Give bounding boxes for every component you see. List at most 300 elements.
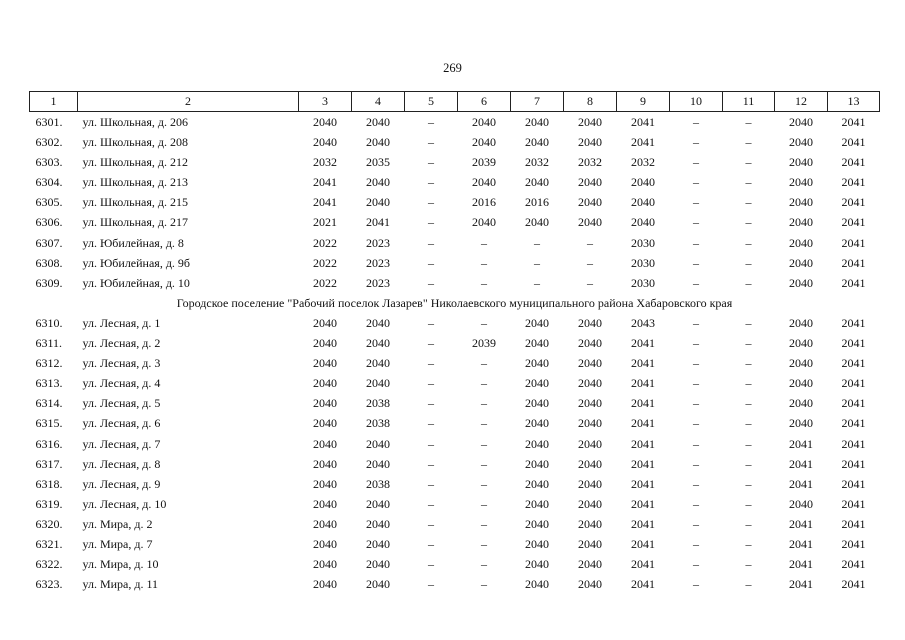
value-cell-col-11: – (745, 195, 752, 210)
table-row (30, 554, 880, 574)
table-row (30, 413, 880, 433)
value-cell-col-7: – (534, 235, 540, 250)
table-row (30, 514, 880, 534)
value-cell-col-10: – (693, 275, 699, 290)
value-cell-col-13: 2041 (841, 516, 866, 531)
value-cell-col-7: 2032 (525, 155, 549, 170)
value-cell-col-6: 2016 (472, 195, 496, 210)
value-cell-col-13: 2041 (841, 436, 866, 451)
value-cell-col-7: 2040 (525, 416, 549, 431)
value-cell-col-13: 2041 (841, 557, 866, 572)
value-cell-col-5: – (428, 496, 434, 511)
table-row (30, 192, 880, 212)
value-cell-col-5: – (428, 396, 434, 411)
value-cell-col-10: – (693, 336, 699, 351)
value-cell-col-9: 2041 (631, 557, 655, 572)
column-header-6: 6 (458, 92, 511, 112)
value-cell-col-5: – (428, 235, 434, 250)
row-number: 6307. (35, 235, 63, 250)
row-number: 6301. (35, 115, 63, 129)
value-cell-col-5: – (428, 115, 434, 129)
value-cell-col-3: 2040 (313, 356, 337, 371)
address-cell: ул. Лесная, д. 10 (82, 496, 167, 511)
value-cell-col-10: – (693, 255, 699, 270)
value-cell-col-9: 2041 (631, 135, 655, 150)
value-cell-col-13: 2041 (841, 155, 866, 170)
row-number: 6312. (35, 356, 63, 371)
table-row (30, 454, 880, 474)
value-cell-col-3: 2040 (313, 315, 337, 330)
value-cell-col-11: – (745, 557, 752, 572)
value-cell-col-3: 2040 (313, 436, 337, 451)
address-cell: ул. Школьная, д. 212 (82, 155, 188, 170)
value-cell-col-4: 2040 (366, 315, 390, 330)
table-row (30, 172, 880, 192)
value-cell-col-10: – (693, 315, 699, 330)
value-cell-col-11: – (745, 376, 752, 391)
value-cell-col-5: – (428, 215, 434, 230)
row-number: 6321. (35, 536, 63, 551)
row-number: 6311. (35, 336, 63, 351)
value-cell-col-3: 2040 (313, 577, 337, 592)
page-number: 269 (443, 61, 462, 75)
value-cell-col-4: 2023 (366, 275, 390, 290)
table-row (30, 253, 880, 273)
value-cell-col-5: – (428, 376, 434, 391)
value-cell-col-4: 2040 (366, 536, 390, 551)
value-cell-col-13: 2041 (841, 577, 866, 592)
value-cell-col-8: 2032 (578, 155, 602, 170)
address-cell: ул. Лесная, д. 3 (82, 356, 161, 371)
value-cell-col-10: – (693, 175, 699, 190)
column-header-7: 7 (511, 92, 564, 112)
value-cell-col-11: – (745, 175, 752, 190)
value-cell-col-4: 2040 (366, 175, 390, 190)
value-cell-col-12: 2040 (789, 175, 813, 190)
value-cell-col-7: 2040 (525, 456, 549, 471)
value-cell-col-7: 2040 (525, 215, 549, 230)
table-row (30, 333, 880, 353)
value-cell-col-9: 2043 (631, 315, 655, 330)
value-cell-col-12: 2040 (789, 496, 813, 511)
value-cell-col-7: 2040 (525, 336, 549, 351)
value-cell-col-4: 2040 (366, 496, 390, 511)
value-cell-col-4: 2040 (366, 436, 390, 451)
address-cell: ул. Лесная, д. 4 (82, 376, 161, 391)
value-cell-col-8: 2040 (578, 195, 602, 210)
value-cell-col-8: 2040 (578, 456, 602, 471)
value-cell-col-6: – (481, 235, 487, 250)
address-cell: ул. Юбилейная, д. 9б (82, 255, 191, 270)
value-cell-col-3: 2040 (313, 496, 337, 511)
table-row (30, 574, 880, 594)
address-cell: ул. Лесная, д. 8 (82, 456, 161, 471)
table-row (30, 494, 880, 514)
value-cell-col-9: 2041 (631, 115, 655, 129)
value-cell-col-4: 2038 (366, 416, 390, 431)
value-cell-col-7: 2040 (525, 577, 549, 592)
value-cell-col-10: – (693, 436, 699, 451)
value-cell-col-13: 2041 (841, 255, 866, 270)
value-cell-col-12: 2041 (789, 577, 813, 592)
value-cell-col-9: 2041 (631, 476, 655, 491)
value-cell-col-5: – (428, 577, 434, 592)
row-number: 6313. (35, 376, 63, 391)
value-cell-col-9: 2041 (631, 436, 655, 451)
address-cell: ул. Лесная, д. 6 (82, 416, 161, 431)
column-header-5: 5 (405, 92, 458, 112)
row-number: 6319. (35, 496, 63, 511)
value-cell-col-13: 2041 (841, 315, 866, 330)
value-cell-col-11: – (745, 135, 752, 150)
value-cell-col-12: 2040 (789, 235, 813, 250)
value-cell-col-9: 2041 (631, 416, 655, 431)
value-cell-col-9: 2041 (631, 356, 655, 371)
table-row (30, 273, 880, 293)
value-cell-col-5: – (428, 456, 434, 471)
column-header-9: 9 (617, 92, 670, 112)
column-header-2: 2 (78, 92, 299, 112)
table-row (30, 313, 880, 333)
value-cell-col-4: 2035 (366, 155, 390, 170)
value-cell-col-13: 2041 (841, 356, 866, 371)
value-cell-col-7: 2040 (525, 356, 549, 371)
address-cell: ул. Школьная, д. 215 (82, 195, 188, 210)
value-cell-col-10: – (693, 516, 699, 531)
value-cell-col-8: 2040 (578, 115, 602, 129)
value-cell-col-3: 2032 (313, 155, 337, 170)
value-cell-col-13: 2041 (841, 496, 866, 511)
value-cell-col-9: 2041 (631, 456, 655, 471)
value-cell-col-5: – (428, 476, 434, 491)
value-cell-col-3: 2040 (313, 336, 337, 351)
value-cell-col-6: – (481, 356, 487, 371)
value-cell-col-6: 2040 (472, 115, 496, 129)
row-number: 6306. (35, 215, 63, 230)
value-cell-col-6: – (481, 456, 487, 471)
row-number: 6303. (35, 155, 63, 170)
value-cell-col-8: 2040 (578, 315, 602, 330)
value-cell-col-6: 2039 (472, 155, 496, 170)
value-cell-col-3: 2040 (313, 115, 337, 129)
value-cell-col-12: 2040 (789, 255, 813, 270)
value-cell-col-11: – (745, 476, 752, 491)
value-cell-col-12: 2040 (789, 135, 813, 150)
address-cell: ул. Школьная, д. 217 (82, 215, 188, 230)
value-cell-col-9: 2032 (631, 155, 655, 170)
value-cell-col-3: 2041 (313, 195, 337, 210)
value-cell-col-7: 2040 (525, 476, 549, 491)
value-cell-col-11: – (745, 436, 752, 451)
value-cell-col-13: 2041 (841, 195, 866, 210)
value-cell-col-12: 2040 (789, 396, 813, 411)
value-cell-col-10: – (693, 416, 699, 431)
value-cell-col-6: 2039 (472, 336, 496, 351)
value-cell-col-10: – (693, 215, 699, 230)
column-header-12: 12 (775, 92, 828, 112)
value-cell-col-8: 2040 (578, 496, 602, 511)
value-cell-col-5: – (428, 557, 434, 572)
value-cell-col-5: – (428, 255, 434, 270)
value-cell-col-3: 2040 (313, 416, 337, 431)
value-cell-col-12: 2040 (789, 195, 813, 210)
value-cell-col-11: – (745, 536, 752, 551)
table-row (30, 233, 880, 253)
value-cell-col-5: – (428, 155, 434, 170)
address-cell: ул. Лесная, д. 7 (82, 436, 161, 451)
value-cell-col-6: – (481, 476, 487, 491)
address-cell: ул. Школьная, д. 206 (82, 115, 188, 129)
value-cell-col-12: 2041 (789, 516, 813, 531)
value-cell-col-11: – (745, 577, 752, 592)
address-cell: ул. Юбилейная, д. 10 (82, 275, 190, 290)
value-cell-col-8: 2040 (578, 536, 602, 551)
address-cell: ул. Лесная, д. 1 (82, 315, 161, 330)
value-cell-col-10: – (693, 577, 699, 592)
value-cell-col-5: – (428, 275, 434, 290)
value-cell-col-6: – (481, 496, 487, 511)
address-cell: ул. Лесная, д. 5 (82, 396, 161, 411)
address-cell: ул. Школьная, д. 208 (82, 135, 188, 150)
value-cell-col-6: – (481, 255, 487, 270)
value-cell-col-13: 2041 (841, 235, 866, 250)
value-cell-col-6: – (481, 416, 487, 431)
column-header-1: 1 (30, 92, 78, 112)
value-cell-col-12: 2041 (789, 476, 813, 491)
value-cell-col-3: 2040 (313, 536, 337, 551)
value-cell-col-11: – (745, 255, 752, 270)
value-cell-col-10: – (693, 115, 699, 129)
value-cell-col-11: – (745, 356, 752, 371)
row-number: 6322. (35, 557, 63, 572)
value-cell-col-9: 2041 (631, 496, 655, 511)
value-cell-col-7: 2040 (525, 496, 549, 511)
value-cell-col-10: – (693, 496, 699, 511)
address-cell: ул. Лесная, д. 2 (82, 336, 161, 351)
value-cell-col-13: 2041 (841, 456, 866, 471)
value-cell-col-6: 2040 (472, 175, 496, 190)
column-header-13: 13 (828, 92, 880, 112)
value-cell-col-6: – (481, 557, 487, 572)
value-cell-col-8: 2040 (578, 356, 602, 371)
value-cell-col-10: – (693, 376, 699, 391)
value-cell-col-13: 2041 (841, 175, 866, 190)
value-cell-col-10: – (693, 135, 699, 150)
value-cell-col-6: 2040 (472, 135, 496, 150)
value-cell-col-5: – (428, 135, 434, 150)
row-number: 6320. (35, 516, 63, 531)
value-cell-col-8: 2040 (578, 336, 602, 351)
column-header-10: 10 (670, 92, 723, 112)
column-header-4: 4 (352, 92, 405, 112)
value-cell-col-3: 2040 (313, 135, 337, 150)
value-cell-col-3: 2040 (313, 557, 337, 572)
value-cell-col-4: 2040 (366, 195, 390, 210)
address-cell: ул. Лесная, д. 9 (82, 476, 161, 491)
row-number: 6314. (35, 396, 63, 411)
value-cell-col-3: 2040 (313, 456, 337, 471)
column-header-11: 11 (723, 92, 775, 112)
value-cell-col-8: 2040 (578, 516, 602, 531)
value-cell-col-11: – (745, 396, 752, 411)
value-cell-col-13: 2041 (841, 396, 866, 411)
row-number: 6315. (35, 416, 63, 431)
table-row (30, 534, 880, 554)
value-cell-col-7: – (534, 275, 540, 290)
row-number: 6304. (35, 175, 63, 190)
address-cell: ул. Школьная, д. 213 (82, 175, 188, 190)
table-row (30, 212, 880, 232)
value-cell-col-11: – (745, 155, 752, 170)
value-cell-col-6: – (481, 536, 487, 551)
value-cell-col-13: 2041 (841, 476, 866, 491)
value-cell-col-7: 2040 (525, 135, 549, 150)
value-cell-col-7: – (534, 255, 540, 270)
value-cell-col-8: 2040 (578, 436, 602, 451)
value-cell-col-6: – (481, 376, 487, 391)
value-cell-col-5: – (428, 175, 434, 190)
data-table (29, 91, 880, 594)
table-row (30, 474, 880, 494)
value-cell-col-9: 2041 (631, 376, 655, 391)
value-cell-col-3: 2041 (313, 175, 337, 190)
address-cell: ул. Мира, д. 7 (82, 536, 153, 551)
value-cell-col-4: 2040 (366, 456, 390, 471)
table-row (30, 393, 880, 413)
value-cell-col-9: 2030 (631, 255, 655, 270)
value-cell-col-11: – (745, 235, 752, 250)
value-cell-col-13: 2041 (841, 536, 866, 551)
value-cell-col-12: 2040 (789, 275, 813, 290)
value-cell-col-8: 2040 (578, 416, 602, 431)
value-cell-col-12: 2041 (789, 536, 813, 551)
value-cell-col-12: 2040 (789, 315, 813, 330)
value-cell-col-5: – (428, 356, 434, 371)
value-cell-col-5: – (428, 536, 434, 551)
column-header-row (30, 92, 880, 112)
row-number: 6310. (35, 315, 63, 330)
value-cell-col-12: 2040 (789, 356, 813, 371)
value-cell-col-13: 2041 (841, 416, 866, 431)
value-cell-col-3: 2040 (313, 376, 337, 391)
table-row (30, 112, 880, 133)
value-cell-col-8: 2040 (578, 557, 602, 572)
value-cell-col-3: 2022 (313, 255, 337, 270)
value-cell-col-5: – (428, 516, 434, 531)
address-cell: ул. Мира, д. 11 (82, 577, 159, 592)
value-cell-col-6: – (481, 396, 487, 411)
value-cell-col-9: 2041 (631, 577, 655, 592)
row-number: 6316. (35, 436, 63, 451)
value-cell-col-12: 2040 (789, 155, 813, 170)
column-header-8: 8 (564, 92, 617, 112)
value-cell-col-7: 2040 (525, 396, 549, 411)
value-cell-col-6: – (481, 577, 487, 592)
value-cell-col-8: – (587, 255, 593, 270)
value-cell-col-9: 2040 (631, 195, 655, 210)
value-cell-col-11: – (745, 215, 752, 230)
value-cell-col-4: 2040 (366, 376, 390, 391)
table-body (30, 112, 880, 595)
value-cell-col-7: 2040 (525, 115, 549, 129)
value-cell-col-7: 2040 (525, 536, 549, 551)
value-cell-col-12: 2041 (789, 557, 813, 572)
value-cell-col-6: – (481, 275, 487, 290)
address-cell: ул. Мира, д. 2 (82, 516, 153, 531)
value-cell-col-6: 2040 (472, 215, 496, 230)
value-cell-col-4: 2040 (366, 115, 390, 129)
value-cell-col-3: 2022 (313, 235, 337, 250)
value-cell-col-8: 2040 (578, 215, 602, 230)
value-cell-col-13: 2041 (841, 115, 866, 129)
value-cell-col-12: 2040 (789, 336, 813, 351)
value-cell-col-7: 2040 (525, 315, 549, 330)
value-cell-col-13: 2041 (841, 135, 866, 150)
value-cell-col-8: 2040 (578, 135, 602, 150)
value-cell-col-4: 2038 (366, 476, 390, 491)
value-cell-col-5: – (428, 416, 434, 431)
value-cell-col-4: 2040 (366, 135, 390, 150)
value-cell-col-10: – (693, 456, 699, 471)
value-cell-col-10: – (693, 476, 699, 491)
value-cell-col-10: – (693, 356, 699, 371)
value-cell-col-6: – (481, 516, 487, 531)
value-cell-col-5: – (428, 336, 434, 351)
table-row (30, 353, 880, 373)
value-cell-col-10: – (693, 557, 699, 572)
value-cell-col-12: 2040 (789, 416, 813, 431)
value-cell-col-4: 2040 (366, 516, 390, 531)
value-cell-col-11: – (745, 315, 752, 330)
address-cell: ул. Мира, д. 10 (82, 557, 159, 572)
value-cell-col-3: 2040 (313, 396, 337, 411)
address-cell: ул. Юбилейная, д. 8 (82, 235, 184, 250)
value-cell-col-12: 2040 (789, 376, 813, 391)
row-number: 6309. (35, 275, 63, 290)
value-cell-col-5: – (428, 195, 434, 210)
value-cell-col-5: – (428, 436, 434, 451)
row-number: 6317. (35, 456, 63, 471)
value-cell-col-9: 2030 (631, 235, 655, 250)
value-cell-col-9: 2040 (631, 175, 655, 190)
value-cell-col-11: – (745, 496, 752, 511)
value-cell-col-8: 2040 (578, 476, 602, 491)
row-number: 6302. (35, 135, 63, 150)
value-cell-col-4: 2023 (366, 255, 390, 270)
value-cell-col-12: 2040 (789, 215, 813, 230)
value-cell-col-11: – (745, 456, 752, 471)
value-cell-col-6: – (481, 315, 487, 330)
value-cell-col-10: – (693, 396, 699, 411)
value-cell-col-4: 2040 (366, 577, 390, 592)
value-cell-col-9: 2041 (631, 536, 655, 551)
value-cell-col-7: 2040 (525, 436, 549, 451)
value-cell-col-3: 2022 (313, 275, 337, 290)
value-cell-col-12: 2041 (789, 456, 813, 471)
value-cell-col-4: 2038 (366, 396, 390, 411)
value-cell-col-11: – (745, 336, 752, 351)
value-cell-col-11: – (745, 275, 752, 290)
value-cell-col-10: – (693, 536, 699, 551)
row-number: 6305. (35, 195, 63, 210)
value-cell-col-13: 2041 (841, 215, 866, 230)
row-number: 6308. (35, 255, 63, 270)
value-cell-col-7: 2040 (525, 376, 549, 391)
value-cell-col-9: 2041 (631, 516, 655, 531)
value-cell-col-7: 2040 (525, 175, 549, 190)
value-cell-col-8: 2040 (578, 376, 602, 391)
value-cell-col-4: 2040 (366, 356, 390, 371)
